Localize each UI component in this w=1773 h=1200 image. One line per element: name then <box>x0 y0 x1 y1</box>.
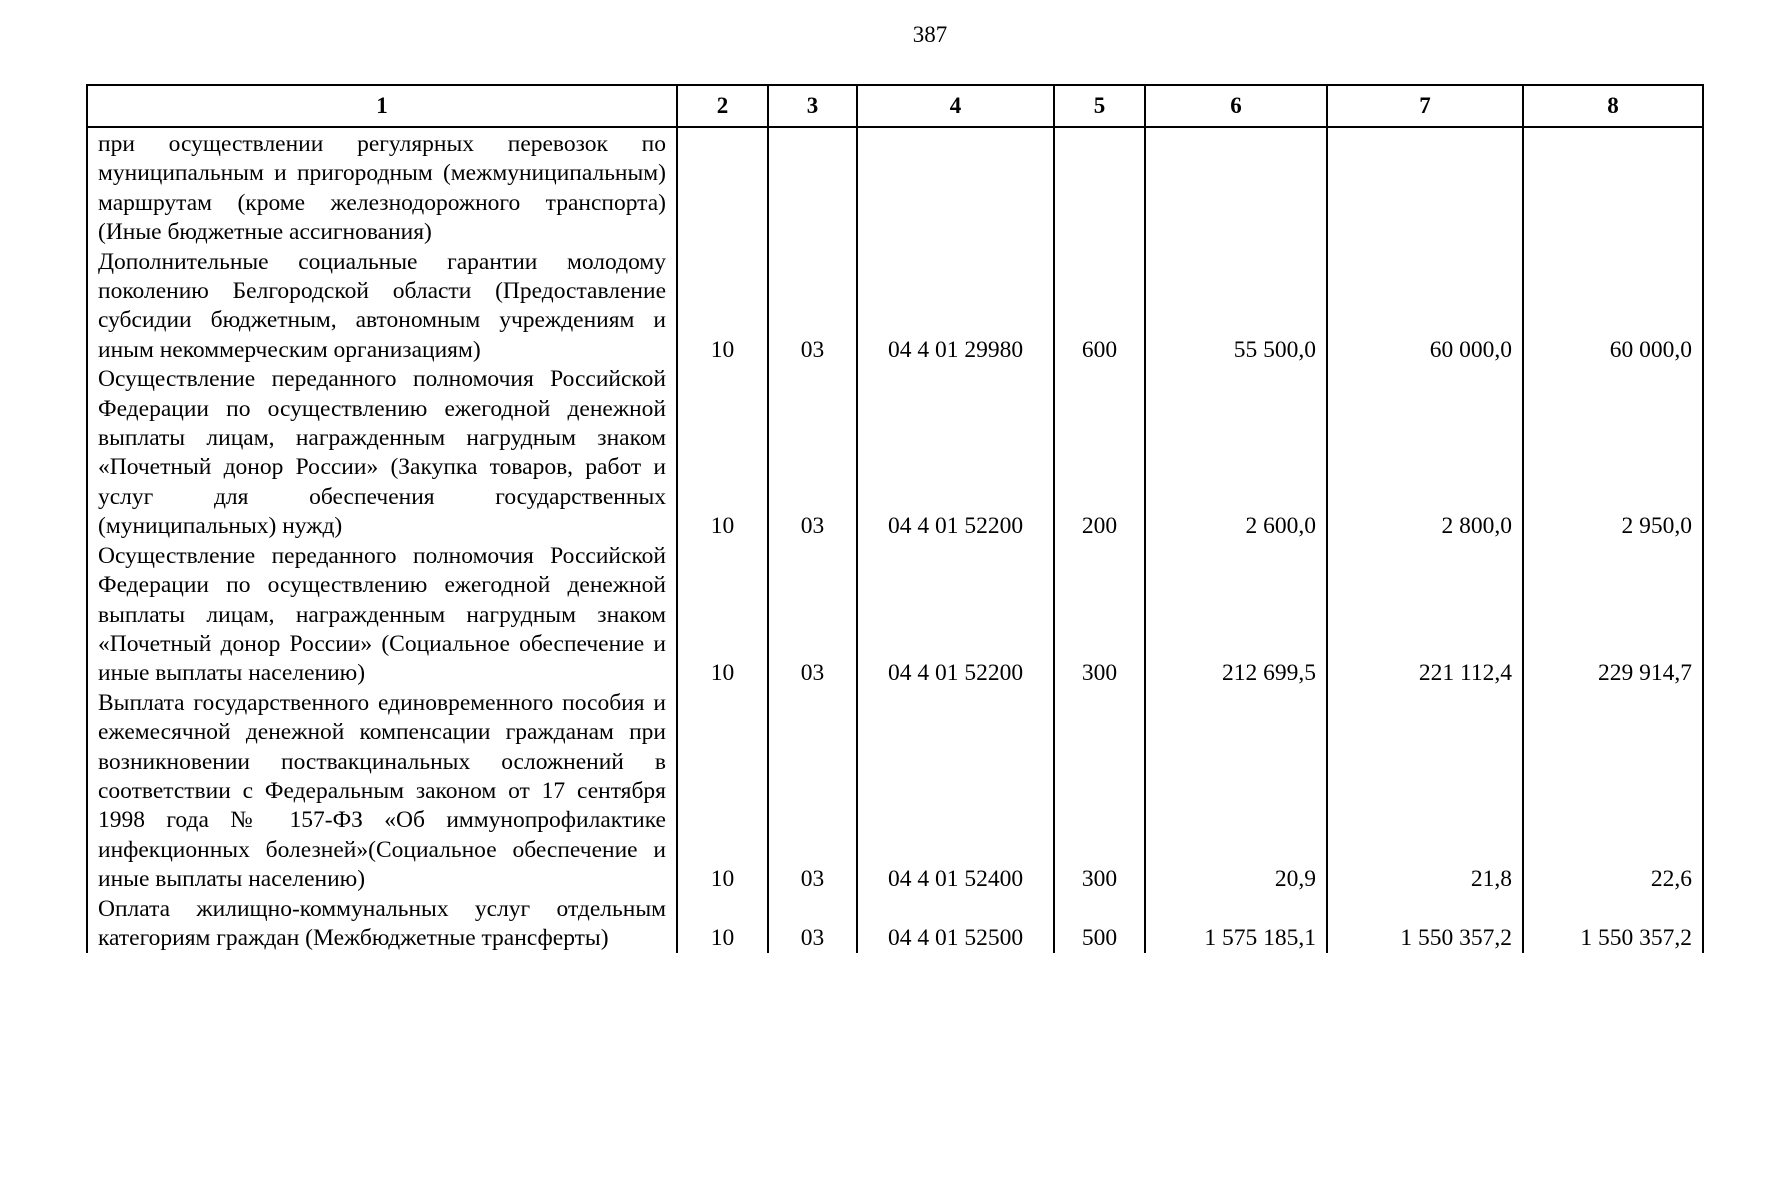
row-expense-type: 600 <box>1054 248 1145 366</box>
row-amount-col8: 22,6 <box>1523 689 1703 895</box>
table-row <box>87 542 1703 689</box>
row-section: 10 <box>677 542 768 689</box>
row-expense-type <box>1054 127 1145 248</box>
row-description: Выплата государственного единовременного пособия и ежемесячной денежной компенсации гражданам при возникновении поствакцинальных осложнений в соответствии с Федеральным законом от 17 сентября 1998 года № 157-ФЗ «Об иммунопрофилактике инфекционных болезней»(Социальное обеспечение и иные выплаты населению) <box>87 689 677 895</box>
row-amount-col6: 20,9 <box>1145 689 1327 895</box>
row-amount-col7: 21,8 <box>1327 689 1523 895</box>
row-target-article: 04 4 01 52200 <box>857 542 1054 689</box>
row-amount-col6 <box>1145 127 1327 248</box>
row-target-article: 04 4 01 52400 <box>857 689 1054 895</box>
column-header-4: 4 <box>857 85 1054 127</box>
row-amount-col8: 2 950,0 <box>1523 365 1703 541</box>
row-section: 10 <box>677 895 768 954</box>
table-row <box>87 689 1703 895</box>
row-amount-col8: 1 550 357,2 <box>1523 895 1703 954</box>
column-header-7: 7 <box>1327 85 1523 127</box>
row-amount-col8: 229 914,7 <box>1523 542 1703 689</box>
row-subsection: 03 <box>768 542 857 689</box>
row-amount-col6: 55 500,0 <box>1145 248 1327 366</box>
row-section: 10 <box>677 689 768 895</box>
row-amount-col7 <box>1327 127 1523 248</box>
row-description: Оплата жилищно-коммунальных услуг отдельным категориям граждан (Межбюджетные трансферты) <box>87 895 677 954</box>
column-header-5: 5 <box>1054 85 1145 127</box>
column-header-1: 1 <box>87 85 677 127</box>
row-amount-col7: 221 112,4 <box>1327 542 1523 689</box>
row-amount-col6: 212 699,5 <box>1145 542 1327 689</box>
table-row <box>87 127 1703 248</box>
table-row <box>87 248 1703 366</box>
row-subsection: 03 <box>768 689 857 895</box>
row-section <box>677 127 768 248</box>
row-expense-type: 200 <box>1054 365 1145 541</box>
row-amount-col8 <box>1523 127 1703 248</box>
table-row <box>87 365 1703 541</box>
row-expense-type: 300 <box>1054 689 1145 895</box>
table-header-row <box>87 85 1703 127</box>
row-subsection: 03 <box>768 895 857 954</box>
row-subsection <box>768 127 857 248</box>
row-subsection: 03 <box>768 248 857 366</box>
row-amount-col6: 1 575 185,1 <box>1145 895 1327 954</box>
row-section: 10 <box>677 248 768 366</box>
row-target-article: 04 4 01 29980 <box>857 248 1054 366</box>
row-amount-col8: 60 000,0 <box>1523 248 1703 366</box>
row-expense-type: 300 <box>1054 542 1145 689</box>
row-amount-col7: 2 800,0 <box>1327 365 1523 541</box>
row-description: при осуществлении регулярных перевозок по муниципальным и пригородным (межмуниципальным) маршрутам (кроме железнодорожного транспорта) (Иные бюджетные ассигнования) <box>87 127 677 248</box>
column-header-3: 3 <box>768 85 857 127</box>
row-target-article: 04 4 01 52500 <box>857 895 1054 954</box>
row-amount-col7: 60 000,0 <box>1327 248 1523 366</box>
row-description: Осуществление переданного полномочия Российской Федерации по осуществлению ежегодной денежной выплаты лицам, награжденным нагрудным знаком «Почетный донор России» (Социальное обеспечение и иные выплаты населению) <box>87 542 677 689</box>
row-target-article <box>857 127 1054 248</box>
column-header-2: 2 <box>677 85 768 127</box>
row-description: Дополнительные социальные гарантии молодому поколению Белгородской области (Предоставление субсидии бюджетным, автономным учреждениям и иным некоммерческим организациям) <box>87 248 677 366</box>
table-row <box>87 895 1703 954</box>
column-header-6: 6 <box>1145 85 1327 127</box>
row-target-article: 04 4 01 52200 <box>857 365 1054 541</box>
row-amount-col6: 2 600,0 <box>1145 365 1327 541</box>
budget-table <box>86 84 1704 953</box>
row-subsection: 03 <box>768 365 857 541</box>
row-section: 10 <box>677 365 768 541</box>
column-header-8: 8 <box>1523 85 1703 127</box>
page-number: 387 <box>912 22 948 47</box>
row-amount-col7: 1 550 357,2 <box>1327 895 1523 954</box>
row-expense-type: 500 <box>1054 895 1145 954</box>
row-description: Осуществление переданного полномочия Российской Федерации по осуществлению ежегодной денежной выплаты лицам, награжденным нагрудным знаком «Почетный донор России» (Закупка товаров, работ и услуг для обеспечения государственных (муниципальных) нужд) <box>87 365 677 541</box>
